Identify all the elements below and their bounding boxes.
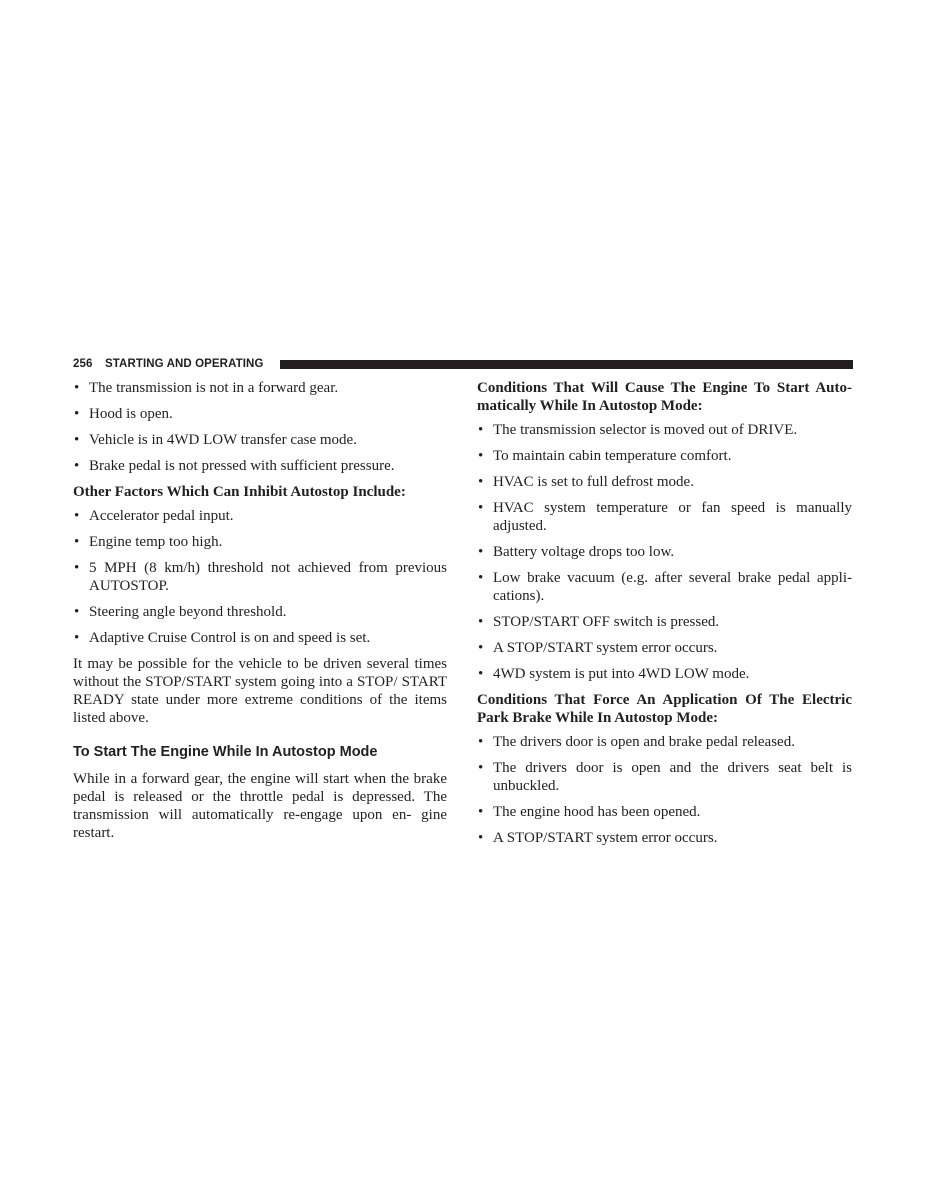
list-item: • Brake pedal is not pressed with sufficient pressure. (73, 457, 447, 475)
left-column (73, 379, 447, 850)
list-item: • Hood is open. (73, 405, 447, 423)
park-brake-list (477, 733, 852, 847)
list-item: • Battery voltage drops too low. (477, 543, 852, 561)
list-item: • Low brake vacuum (e.g. after several brake pedal appli- cations). (477, 569, 852, 605)
other-factors-heading: Other Factors Which Can Inhibit Autostop Include: (73, 484, 406, 500)
list-item: • 4WD system is put into 4WD LOW mode. (477, 665, 852, 683)
start-engine-paragraph: While in a forward gear, the engine will start when the brake pedal is released or the throttle pedal is depressed. The transmission will automatically re-engage upon en- gine restart. (73, 771, 447, 841)
list-item: • Adaptive Cruise Control is on and speed is set. (73, 629, 447, 647)
list-item: • The transmission is not in a forward gear. (73, 379, 447, 397)
list-item: • Vehicle is in 4WD LOW transfer case mode. (73, 431, 447, 449)
list-item: • Accelerator pedal input. (73, 507, 447, 525)
list-item: • 5 MPH (8 km/h) threshold not achieved from previous AUTOSTOP. (73, 559, 447, 595)
auto-start-heading: Conditions That Will Cause The Engine To Start Auto- matically While In Autostop Mode: (477, 380, 852, 414)
list-item: • To maintain cabin temperature comfort. (477, 447, 852, 465)
section-title: STARTING AND OPERATING (105, 358, 264, 370)
list-item: • The drivers door is open and brake pedal released. (477, 733, 852, 751)
page-header (73, 357, 853, 373)
list-item: • Engine temp too high. (73, 533, 447, 551)
list-item: • STOP/START OFF switch is pressed. (477, 613, 852, 631)
page-number: 256 (73, 358, 93, 370)
park-brake-heading: Conditions That Force An Application Of The Electric Park Brake While In Autostop Mode: (477, 692, 852, 726)
list-item: • HVAC is set to full defrost mode. (477, 473, 852, 491)
list-item: • A STOP/START system error occurs. (477, 829, 852, 847)
header-rule (280, 360, 853, 369)
list-item: • The drivers door is open and the drivers seat belt is unbuckled. (477, 759, 852, 795)
right-column (477, 379, 852, 855)
inhibit-conditions-list (73, 379, 447, 475)
auto-start-list (477, 421, 852, 683)
list-item: • HVAC system temperature or fan speed is manually adjusted. (477, 499, 852, 535)
list-item: • A STOP/START system error occurs. (477, 639, 852, 657)
list-item: • The transmission selector is moved out of DRIVE. (477, 421, 852, 439)
stop-start-paragraph: It may be possible for the vehicle to be driven several times without the STOP/START system going into a STOP/ START READY state under more extreme conditions of the items listed above. (73, 656, 447, 726)
other-factors-list (73, 507, 447, 647)
list-item: • Steering angle beyond threshold. (73, 603, 447, 621)
start-engine-heading: To Start The Engine While In Autostop Mode (73, 744, 378, 760)
list-item: • The engine hood has been opened. (477, 803, 852, 821)
